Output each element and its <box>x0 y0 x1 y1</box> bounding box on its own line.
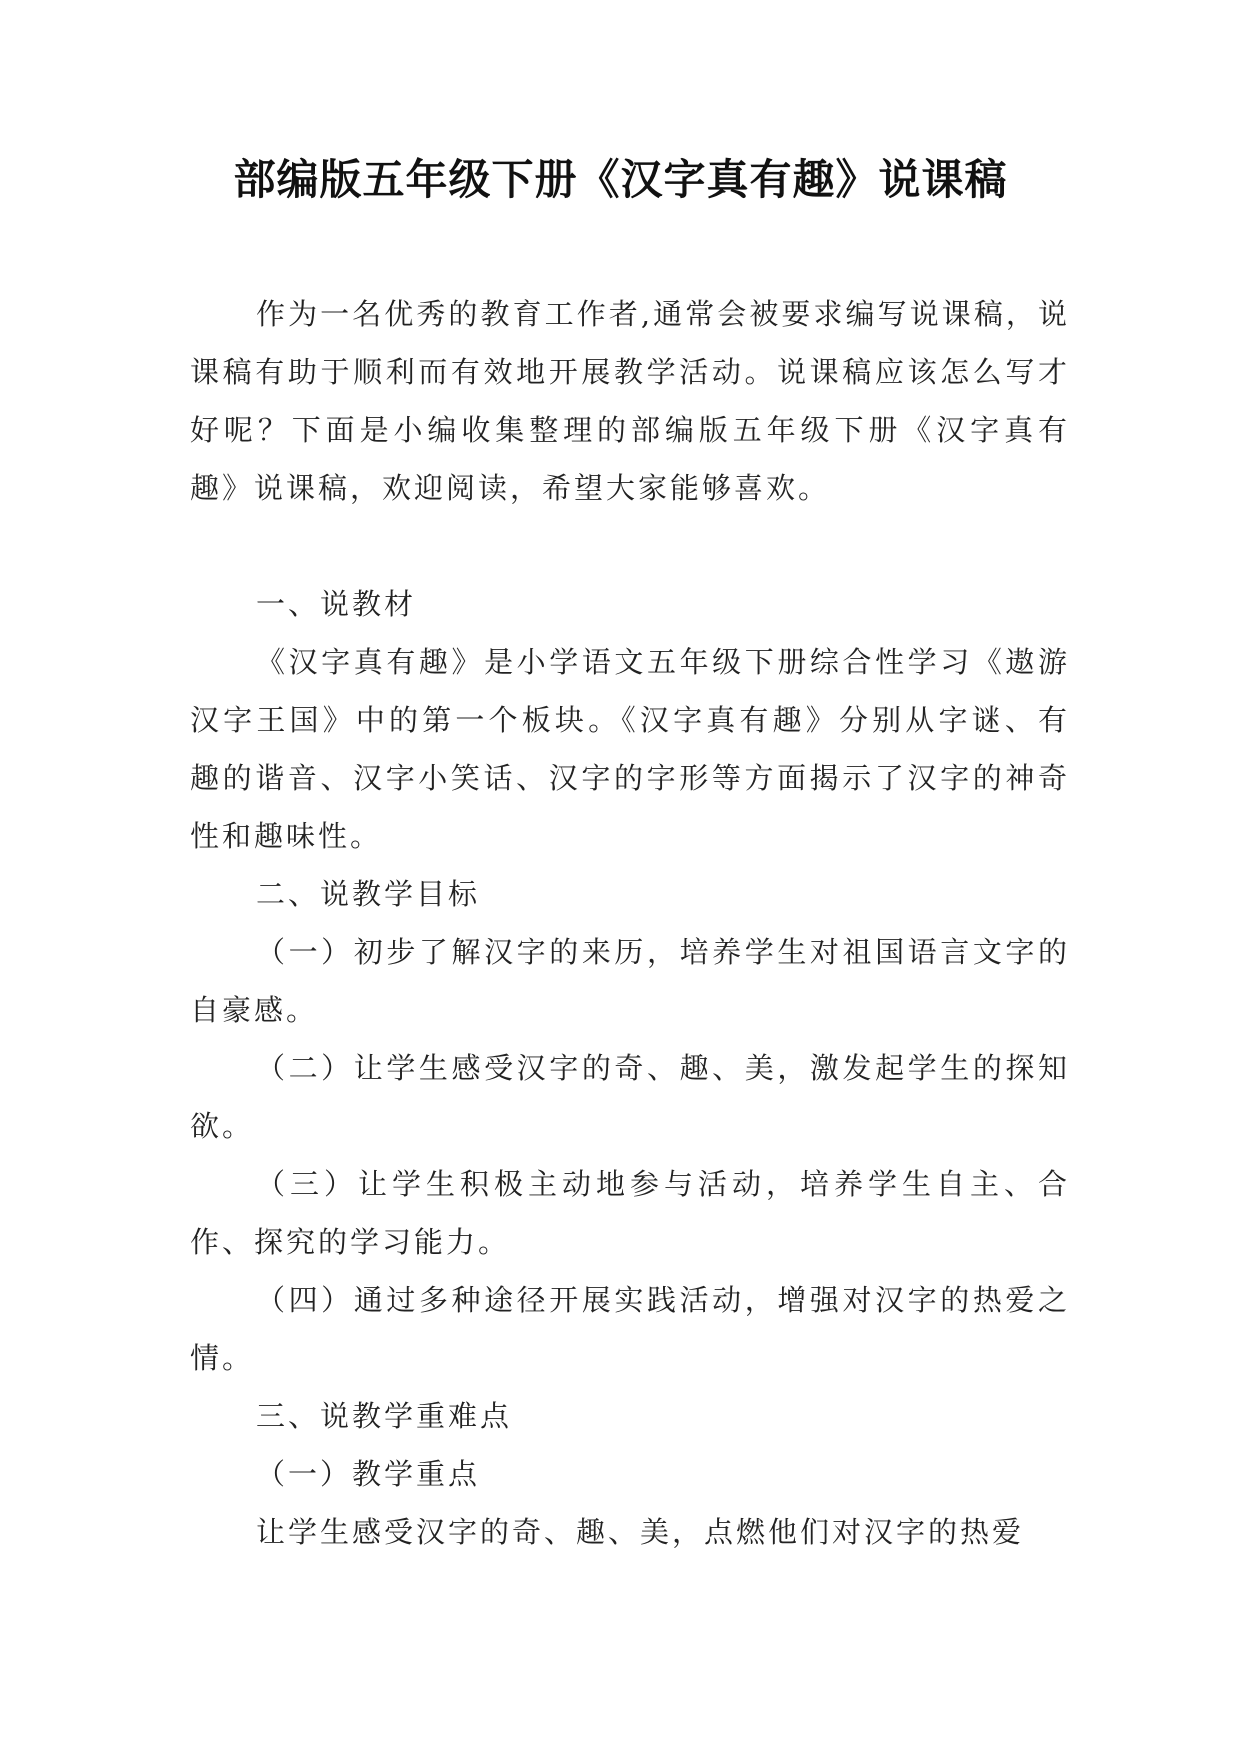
section-heading-textbook: 一、说教材 <box>256 587 417 621</box>
document-body <box>190 285 1070 1561</box>
intro-paragraph: 作为一名优秀的教育工作者,通常会被要求编写说课稿，说课稿有助于顺利而有效地开展教学活动。说课稿应该怎么写才好呢？下面是小编收集整理的部编版五年级下册《汉字真有趣》说课稿，欢迎阅读，希望大家能够喜欢。 <box>190 297 1070 505</box>
goal-item-3: （三）让学生积极主动地参与活动，培养学生自主、合作、探究的学习能力。 <box>190 1167 1070 1259</box>
document-title: 部编版五年级下册《汉字真有趣》说课稿 <box>233 155 1008 204</box>
section-heading-goals: 二、说教学目标 <box>256 877 481 911</box>
teaching-focus-paragraph: 让学生感受汉字的奇、趣、美，点燃他们对汉字的热爱 <box>256 1515 1025 1549</box>
subheading-teaching-focus: （一）教学重点 <box>256 1457 481 1491</box>
goal-item-1: （一）初步了解汉字的来历，培养学生对祖国语言文字的自豪感。 <box>190 935 1070 1027</box>
textbook-paragraph: 《汉字真有趣》是小学语文五年级下册综合性学习《遨游汉字王国》中的第一个板块。《汉字真有趣》分别从字谜、有趣的谐音、汉字小笑话、汉字的字形等方面揭示了汉字的神奇性和趣味性。 <box>190 645 1070 853</box>
section-heading-key-points: 三、说教学重难点 <box>256 1399 513 1433</box>
paragraph-spacer <box>190 517 1070 575</box>
goal-item-4: （四）通过多种途径开展实践活动，增强对汉字的热爱之情。 <box>190 1283 1070 1375</box>
goal-item-2: （二）让学生感受汉字的奇、趣、美，激发起学生的探知欲。 <box>190 1051 1070 1143</box>
